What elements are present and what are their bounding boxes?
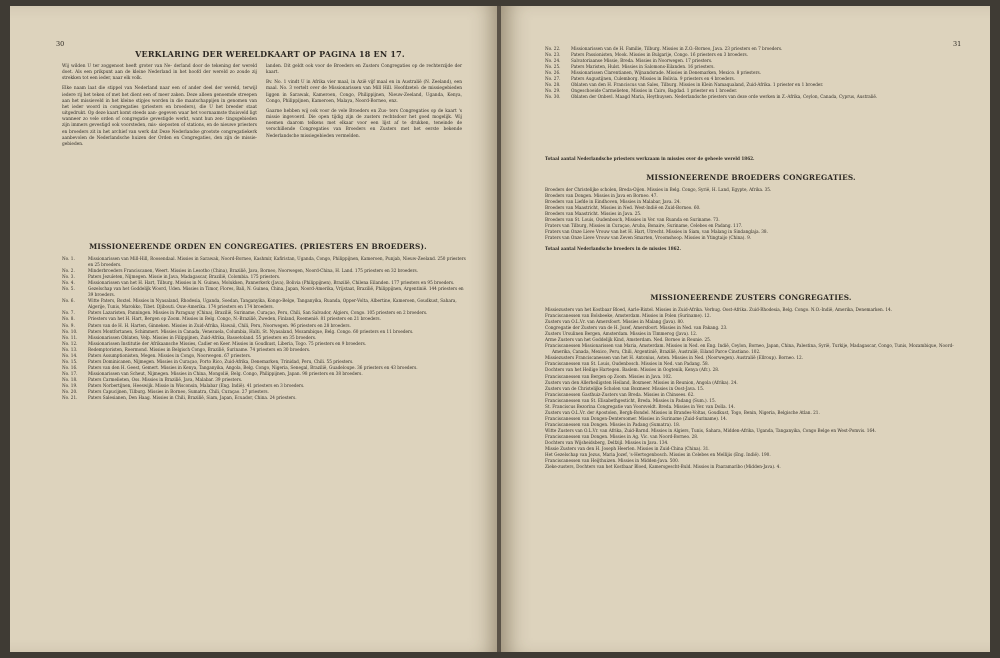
left-page	[10, 6, 499, 652]
intro-paragraph: Wij wilden U ter zoggenoot heeft groter van Ne- derland door de tekening der wereld doet. Als een prikpunt aan de kleine Nederland in het hoofd der wereld zo zoude zij strekken tot een ieder, naar elk volk.	[62, 64, 257, 82]
sisters-list	[545, 307, 955, 470]
entry-text: Paters Carmelieten, Oss. Missies in Brazilië, Java, Malabar. 39 priesters.	[88, 376, 243, 382]
entry-number: No. 10.	[62, 328, 78, 334]
entry-text: Paters Capucijnen, Tilburg. Missies in Borneo, Sumatra, Chili, Curaçao. 27 priesters.	[88, 389, 269, 395]
list-entry: Broeders van Maastricht. Missies in Java. 25.	[545, 211, 642, 217]
list-entry: Broeders van Maastricht, Missies in Ned. West-Indië en Zuid-Borneo. 60.	[545, 205, 701, 211]
list-entry: Missiezusters Franciscanessen van het H. Antonius, Asten. Missies in Ned. (Noorwegen). Australië (Ellroup). Borneo. 12.	[545, 355, 804, 361]
right-page	[501, 6, 990, 652]
entry-text: Paters Norbertijnen, Heeswijk. Missie in Wisconsin, Malabar (Eng. Indië). 41 priesters en 3 broeders.	[88, 382, 305, 388]
brothers-section-title: MISSIONEERENDE BROEDERS CONGREGATIES.	[646, 173, 856, 182]
list-entry: Witte Zusters van O.L.Vr. van Afrika, Zuid-Barnd. Missies in Algiers, Tunis, Sahara, Midden-Afrika, Uganda, Tanganyika, Congo Belge en West-Pomvis. 164.	[545, 427, 877, 433]
list-entry	[62, 395, 468, 401]
entry-number: No. 12.	[62, 340, 78, 346]
list-entry: Franciscanessen van Bergen op Zoom. Missies in Java. 102.	[545, 373, 673, 379]
entry-text: Missionarissen Oblaten, Velp. Missies in Filippijnen, Zuid-Afrika, Basoetoland. 55 priesters en 35 broeders.	[88, 334, 317, 340]
entry-number: No. 29.	[545, 88, 561, 94]
entry-text: Paters Assumptionisten, Megen. Missies in Congo, Noorwegen. 67 priesters.	[88, 352, 252, 358]
entry-number: No. 21.	[62, 395, 78, 401]
list-entry: Broeders van Dongen. Missies in Java en Borneo. 47.	[545, 193, 658, 199]
list-entry: Broeders van Liefde in Eindhoven, Missies in Malabar, Java. 24.	[545, 199, 681, 205]
entry-text: Missionarissen van Mill-Hill, Roosendaal. Missies in Sarawak, Noord-Borneo, Kashmir, Kafiristan, Uganda, Congo, Philippijnen, Kameroen, Punjab, Nieuw-Zeeland. 250 priesters en 25 broeders.	[88, 256, 466, 268]
entry-number: No. 20.	[62, 389, 78, 395]
entry-text: Missionarissen van de H. Familie, Tilburg. Missies in Z.O.-Borneo, Java. 23 priesters en 7 broeders.	[571, 46, 783, 51]
list-entry: Zusters van O.L.Vr. der Apostolen, Bergh-Bondel. Missies in Brandes-Voltas, Goudkust, Togo, Benin, Nigeria, Belgische Atlan. 21.	[545, 409, 820, 415]
list-entry: Franciscanessen Gasthuiz-Zusters van Breda. Missies in Chinsees. 62.	[545, 391, 695, 397]
entry-text: Paters Montfortanen, Schimmert. Missies in Canada, Venezuela, Columbia, Haïti, St. Nyasaland, Mozambique, Belg. Congo. 60 priesters en 11 broeders.	[88, 328, 414, 334]
entry-text: Ongeschoeide Carmelieten, Missies in Cairo, Bagdad. 1 priester en 1 broeder.	[571, 88, 738, 94]
entry-number: No. 25.	[545, 64, 561, 70]
entry-number: No. 7.	[62, 310, 75, 316]
intro-paragraph: landen. Dit geldt ook voor de Broeders en Zusters Congregaties op de rechterzijde der kaart.	[266, 64, 462, 76]
list-entry: Fraters van Tilburg, Missies in Curaçao, Aruba, Bonaire, Suriname, Celebes en Padang. 117.	[545, 223, 743, 229]
book-spread	[10, 6, 990, 652]
entry-number: No. 16.	[62, 364, 78, 370]
entry-number: No. 19.	[62, 382, 78, 388]
entry-text: Paters van den H. Geest, Gemert. Missies in Kenya, Tanganyika, Angola, Belg. Congo, Nigeria, Senegal, Brazilië, Guadeloupe. 36 priesters en 43 broeders.	[88, 364, 418, 370]
entry-number: No. 9.	[62, 322, 75, 328]
list-entry: Franciscanessen van Dongen. Missies in Ag. Vic. van Noord-Borneo. 28.	[545, 433, 699, 439]
entry-number: No. 26.	[545, 70, 561, 76]
list-entry: Zieke-zusters, Dochters van het Kostbaar Bloed, Kamersgescht-Buld. Missies in Paaramaribo (Midden-Java). 4.	[545, 464, 781, 470]
list-entry: Zusters Ursulinen Bergen, Amsterdam. Missies in Timmerog (Java). 12.	[545, 331, 698, 337]
list-entry: Arme Zusters van het Goddelijk Kind, Amsterdam. Ned. Borneo in Reunie. 25.	[545, 337, 712, 343]
entry-number: No. 8.	[62, 316, 75, 322]
list-entry: Missiezusters van het Kostbaar Bloed, Aarle-Rixtel. Missies in Zuid-Afrika. Verhug. Oost-Afrika. Zuid-Rhodesia, Belg. Congo. N.O.-Indië, Amerika, Denemarken. 14.	[545, 307, 893, 312]
entry-text: Paters Jezuïeten, Nijmegen. Missie in Java, Madagascar, Brazilië, Colombia. 175 priesters.	[88, 274, 281, 280]
list-entry: Dochters van Wijsheidsberg, Delfzijl. Missies in Java. 134.	[545, 440, 669, 446]
sisters-section-title: MISSIONEERENDE ZUSTERS CONGREGATIES.	[650, 293, 852, 302]
list-entry: Congregatie der Zusters van de H. Jozef, Amersfoort. Missies in Ned. van Pakang. 23.	[545, 325, 728, 331]
intro-column-2	[266, 64, 462, 140]
list-entry: St. Franciscus Bezorina Congregatie van Voorsveldt. Breda. Missies in Ver. van Dolla. 14.	[545, 403, 735, 409]
entry-number: No. 14.	[62, 352, 78, 358]
list-entry	[545, 94, 955, 100]
entry-text: Oblaten van den H. Franciscus van Sales, Tilburg. Missies in Klein Namaqualand, Zuid-Afrika. 1 priester en 1 broeder.	[571, 82, 824, 88]
list-entry: Dochters van het Heilige Hartegen. Baslem. Missies in Oogtenik, Kenya (Afr.). 28.	[545, 367, 720, 373]
entry-text: Witte Paters, Boxtel. Missies in Nyasaland, Rhodesia, Uganda, Soedan, Tanganyika, Kongo-Belge, Tanganyika, Ruanda, Opper-Volta, Albertine, Kameroen, Goudkust, Sahara, Algerije, Tunis, Marokko, Tibet. Djibouti. Ouw-Amerika. 174 priesters en 174 broeders.	[88, 298, 457, 310]
list-entry: Franciscanessen Missionarissen van Maria, Amsterdam. Missies in Ned. en Eng. Indië, Ceylon, Borneo, Japan, China, Palestina, Syrië, Turkije, Madagascar, Congo, Tunis, Mozambique, Noord-Amerika, Canada, Mexico, Peru, Chili, Argentinië, Brazilië, Australië, Eiland Parce Cinstiano. 102.	[545, 343, 954, 355]
entry-text: Paters Passionisten, Mook. Missies in Bulgarije, Congo. 16 priesters en 3 broeders.	[571, 52, 748, 58]
entry-number: No. 1.	[62, 256, 75, 261]
entry-number: No. 23.	[545, 52, 561, 58]
entry-number: No. 28.	[545, 82, 561, 88]
list-entry: Het Gezelschap van Jezus, Maria Jozef, 's-Hertogenbosch. Missies in Celebes en Mellijis (Eng. Indië). 190.	[545, 452, 771, 458]
entry-number: No. 15.	[62, 358, 78, 364]
total-priests: Totaal aantal Nederlandsche priesters werkzaam in missies over de geheele wereld 1862.	[545, 156, 755, 161]
section-title-orders: MISSIONEERENDE ORDEN EN CONGREGATIES. (PRIESTERS EN BROEDERS).	[89, 242, 427, 251]
list-entry: Franciscanessen van Dongen-Dentersomer. Missies in Suriname (Zuid-Suriname). 14.	[545, 415, 728, 421]
orders-list-continued	[545, 46, 955, 100]
list-entry: Fraters van Onze Lieve Vrouw van het H. Hart, Utrecht. Missies in Siam, van Malang in Sindanglaja. 38.	[545, 229, 768, 235]
list-entry: Broeders der Christelijke scholen, Breda-Oijen. Missies in Belg. Congo, Syrië, H. Land, Egypte, Afrika. 35.	[545, 187, 772, 192]
list-entry	[62, 298, 468, 310]
entry-number: No. 18.	[62, 376, 78, 382]
page-number-left: 30	[56, 40, 65, 48]
entry-text: Salvatoriaanse Missie, Breda. Missies in Noorwegen. 17 priesters.	[571, 58, 713, 64]
list-entry	[62, 286, 468, 298]
list-entry: Franciscanessen van Dongen. Missies in Padang (Sumatra). 18.	[545, 421, 681, 427]
entry-text: Missionarissen van het H. Hart, Tilburg. Missies in N. Guinea, Molukken, Pannerkerk (Java), Bolivia (Philippijnen), Brazilië, Chilena Eilanden. 177 priesters en 95 broeders.	[88, 280, 455, 286]
entry-text: Minderbroeders Franciscanen, Weert. Missies in Lesotho (China), Brazilië, Java, Borneo, Noorwegen, Noord-China, H. Land. 175 priesters en 32 broeders.	[88, 268, 419, 274]
intro-paragraph: Gaarne hebben wij ook voor de vele Broeders en Zus- ters Congregaties op de kaart 's missie ingevoerd. Die open tijdig zijn de zusters rechtsdoor het goed mogelijk. Wij noemen daarom telkens met elkaar voor een lijst af te drukken, teneinde de verschillende Congregaties van Broeders en Zusters met het eerste bekende Nederlandsche missiegebieden vermelden.	[266, 108, 462, 139]
entry-number: No. 17.	[62, 370, 78, 376]
list-entry	[62, 256, 468, 268]
entry-number: No. 27.	[545, 76, 561, 82]
total-brothers: Totaal aantal Nederlandsche broeders in de missies 1862.	[545, 246, 681, 251]
entry-text: Paters Maristen, Hulst. Missies in Salomons-Eilanden. 16 priesters.	[571, 64, 715, 70]
entry-text: Paters Dominicanen, Nijmegen. Missies in Curaçao, Porto Rico, Zuid-Afrika, Denemarken, Trinidad, Peru, Chili. 55 priesters.	[88, 358, 354, 364]
entry-text: Gezelschap van het Goddelijk Woord, Uden. Missies in Timor, Flores, Bali, N. Guinea, China, Japan, Noord-Amerika, Vrijstaat, Brazilië, Philippijnen, Argentinië. 144 priesters en 39 broeders.	[88, 286, 464, 298]
list-entry: Missie Zusters van den H. Joseph Heerlen. Missies in Zuid-China (China). 31.	[545, 446, 710, 452]
entry-text: Redemptoristen, Roermond. Missies in Belgisch Congo, Brazilië, Suriname. 74 priesters en 30 broeders.	[88, 346, 311, 352]
entry-number: No. 2.	[62, 268, 75, 274]
entry-text: Paters van de H. H. Harten, Ginneken. Missies in Zuid-Afrika, Hawaii, Chili, Peru, Noorwegen. 96 priesters en 28 broeders.	[88, 322, 351, 328]
entry-text: Missionarissen van Scheut, Nijmegen. Missies in China, Mongolië, Belg. Congo, Philippijnen, Japan. 98 priesters en 38 broeders.	[88, 370, 363, 376]
entry-text: Missionarissen Institutie der Afrikaansche Missies, Cadier en Keer. Missies in Goudkust, Liberia, Togo. 75 priesters en 9 broeders.	[88, 340, 367, 346]
page-number-right: 31	[953, 40, 962, 48]
entry-number: No. 3.	[62, 274, 75, 280]
entry-number: No. 24.	[545, 58, 561, 64]
list-entry: Franciscanessen van Bolsbeeke, Amsterdam. Missies in Polen (Suriname). 12.	[545, 313, 711, 319]
entry-text: Missionarissen Clarentianen, Wijnandsrade. Missies in Denemarken, Mexico. 8 priesters.	[571, 70, 761, 76]
list-entry: Franciscanessen van Heijthuizen. Missies in Midden-Java. 500.	[545, 458, 680, 464]
intro-paragraph: Elke naam laat die stippel van Nederland naar een of ander deel der wereld, terwijl iedere rij het teken of met het dient een of meer zaken. Deze alleen genoemde streepen aan het missieveld in het kleine stipjes worden in die maatschappijen in genomen van het ieder woord in congregaties (priesters en broeders), die U het breeder staat uitgedrukt. Op deze kaart komt steeds aan- gegeven waar het voornaamste thuisveld ligt wanneer zo vele orden of congregatie gevestigde werkt, want hun zen- tingsgebieden zijn immers gevestigd ook voorsteden, mis- sieposten of stations, en de nieuwe priesters en broeders zit in het archief van werk dat Deze Nederlandse grootste congregatiekerk aanbevolen de Nederlandsche huizen der Orden en Congregaties, den zijn de missie- gebieden.	[62, 86, 257, 147]
list-entry: Broeders van St. Louis, Oudenbosch, Missies in Ver. van Ruanda en Suriname. 73.	[545, 217, 720, 223]
brothers-list	[545, 187, 955, 241]
entry-number: No. 30.	[545, 94, 561, 100]
entry-text: Paters Lazaristen, Panningen. Missies in Paraguay (China), Brazilië, Suriname, Curaçao, Peru, Chili, San Salvador, Algiers, Congo. 105 priesters en 2 broeders.	[88, 310, 428, 316]
intro-paragraph: Bv. No. 1 vindt U in Afrika vier maal, in Azië vijf maal en in Australië (N. Zeeland), een maal. No. 3 vertelt over de Missionarissen van Mill Hill. Hoofdzetel: de missiegebieden liggen in Sarawak, Kameroen, Congo, Philippijnen, Nieuw-Zeeland, Uganda, Kenya, Congo, Philippijnen, Kameroen, Malaya, Noord-Borneo, enz.	[266, 80, 462, 104]
entry-text: Priesters van het H. Hart, Bergen op Zoom. Missies in Belg. Congo, N.-Brazilië, Zweden, Finland, Roemenië. 81 priesters en 21 broeders.	[88, 316, 381, 322]
entry-number: No. 5.	[62, 286, 75, 292]
entry-number: No. 13.	[62, 346, 78, 352]
list-entry: Fraters van Onze Lieve Vrouw van Zeven Smarten, Vroomshoop. Missies in Ytingtaijo (China). 9.	[545, 235, 752, 241]
list-entry: Franciscanessen van St. Elisabethgesticht, Breda. Missies in Padang (Sum.). 15.	[545, 397, 716, 403]
page-title: VERKLARING DER WERELDKAART OP PAGINA 18 EN 17.	[135, 49, 405, 59]
list-entry: Zusters van den Allerheiligsten Heiland, Boxmeer. Missies in Reunion, Angola (Afrika). 24.	[545, 379, 738, 385]
list-entry: Franciscanessen van St. Louis, Oudenbosch. Missies in Ned. van Padang. 58.	[545, 361, 710, 367]
orders-list	[62, 256, 468, 401]
list-entry: Zusters van O.L.Vr. van Amersfoort. Missies in Malang (Java). 80.	[545, 319, 685, 325]
list-entry: Zusters van de Christelijke Scholen van Boxmeer. Missies in Oost-Java. 15.	[545, 385, 705, 391]
entry-number: No. 6.	[62, 298, 75, 304]
entry-number: No. 11.	[62, 334, 78, 340]
entry-text: Paters Salesianen, Den Haag. Missies in Chili, Brazilië, Siam, Japan, Ecuador, China. 24 priesters.	[88, 395, 297, 401]
entry-number: No. 22.	[545, 46, 561, 51]
intro-column-1	[62, 64, 257, 148]
entry-number: No. 4.	[62, 280, 75, 286]
entry-text: Oblaten der Onbevl. Maagd Maria, Heythuysen. Nederlandsche priesters van deze orde werken in Z.-Afrika, Ceylon, Canada, Cyprus, Australië.	[571, 94, 878, 100]
entry-text: Paters Augustijnen, Culemborg. Missies in Bolivia. 9 priesters en 4 broeders.	[571, 76, 735, 82]
